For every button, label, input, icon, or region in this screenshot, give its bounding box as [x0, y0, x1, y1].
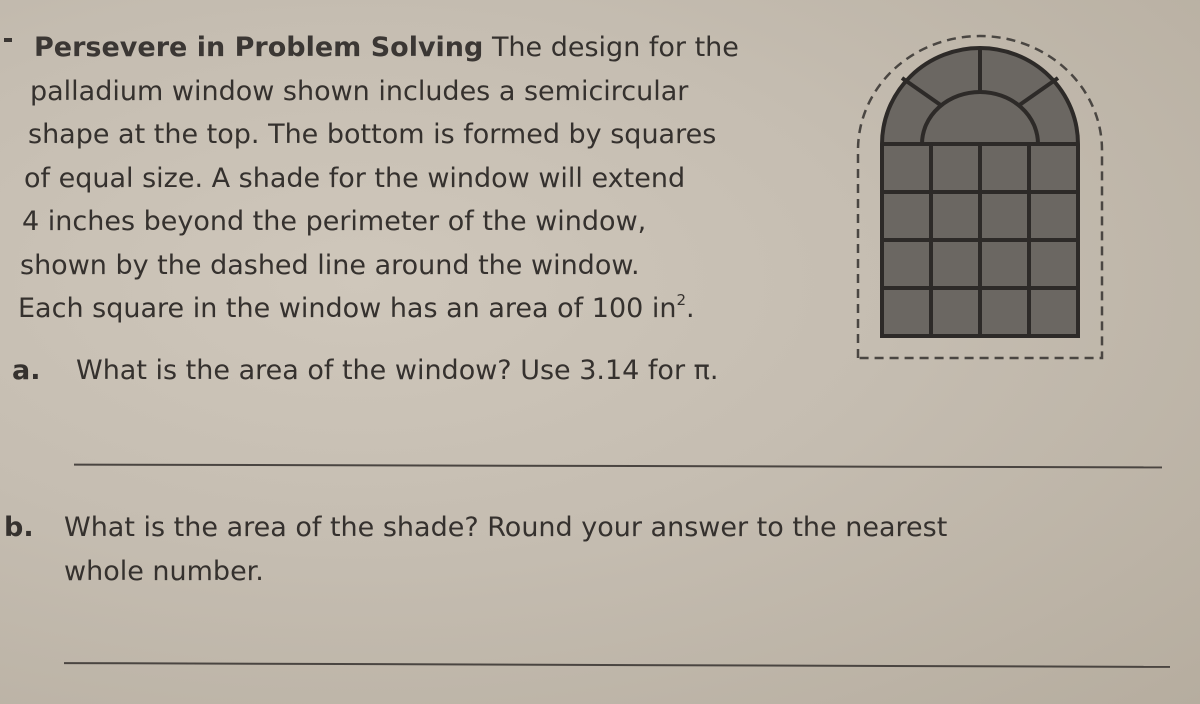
problem-line-7-text: Each square in the window has an area of 100 in	[18, 293, 677, 324]
question-b	[4, 506, 947, 594]
square-exponent: 2	[676, 291, 687, 309]
problem-statement	[18, 26, 818, 331]
problem-line-7-period: .	[686, 293, 695, 324]
problem-line-1	[18, 26, 818, 70]
question-b-letter: b.	[4, 512, 34, 543]
problem-line-3: shape at the top. The bottom is formed by squares	[28, 119, 717, 150]
question-a-letter: a.	[12, 355, 41, 386]
answer-line-a[interactable]	[74, 464, 1162, 469]
question-b-text-continued: whole number.	[64, 556, 264, 587]
problem-line-6: shown by the dashed line around the window.	[20, 249, 640, 281]
problem-line-4: of equal size. A shade for the window will extend	[24, 162, 686, 194]
problem-line-2: palladium window shown includes a semicircular	[30, 75, 689, 107]
problem-line-1-text: The design for the	[483, 32, 739, 63]
answer-line-b[interactable]	[64, 662, 1170, 668]
problem-heading: Persevere in Problem Solving	[34, 32, 484, 63]
bullet-mark	[4, 38, 12, 42]
question-b-text: What is the area of the shade? Round your answer to the nearest	[64, 512, 948, 543]
question-a-text: What is the area of the window? Use 3.14 for π.	[76, 355, 719, 386]
palladium-window-icon	[850, 28, 1110, 364]
question-a	[12, 355, 718, 386]
problem-line-5: 4 inches beyond the perimeter of the window,	[22, 206, 647, 237]
problem-line-7	[18, 287, 818, 331]
